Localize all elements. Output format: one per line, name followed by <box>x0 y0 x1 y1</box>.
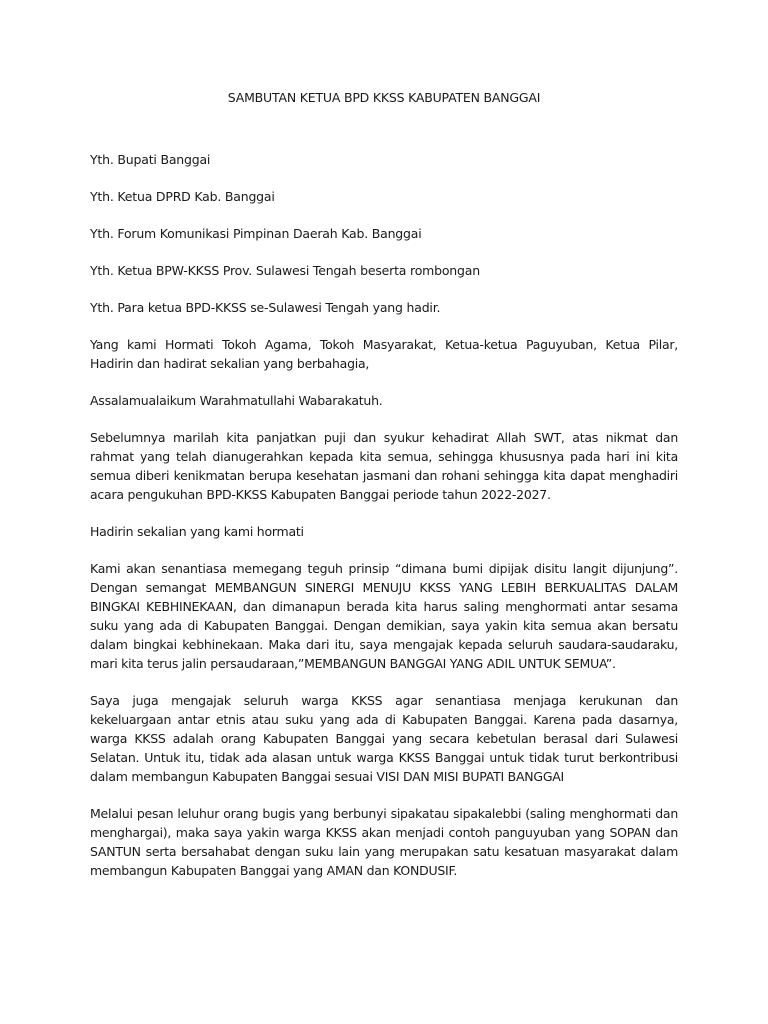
text-line: dalam bingkai kebhinekaan. Maka dari itu, saya mengajak kepada seluruh saudara-saudaraku, <box>90 637 678 652</box>
text-line: acara pengukuhan BPD-KKSS Kabupaten Banggai periode tahun 2022-2027. <box>90 487 551 502</box>
text-line: warga KKSS adalah orang Kabupaten Banggai yang secara kebetulan berasal dari Sulawesi <box>90 731 678 746</box>
principle-paragraph <box>90 559 678 673</box>
document-page <box>90 88 678 898</box>
text-line: Hadirin dan hadirat sekalian yang berbahagia, <box>90 356 370 371</box>
addressee-bupati: Yth. Bupati Banggai <box>90 152 211 167</box>
addressee-bpw-kkss: Yth. Ketua BPW-KKSS Prov. Sulawesi Tengah beserta rombongan <box>90 263 480 278</box>
text-line: dalam membangun Kabupaten Banggai sesuai VISI DAN MISI BUPATI BANGGAI <box>90 769 564 784</box>
ancestral-message-paragraph <box>90 804 678 880</box>
text-line: menghargai), maka saya yakin warga KKSS akan menjadi contoh panguyuban yang SOPAN dan <box>90 825 678 840</box>
text-line: kekeluargaan antar etnis atau suku yang ada di Kabupaten Banggai. Karena pada dasarnya, <box>90 712 678 727</box>
text-line: mari kita terus jalin persaudaraan,”MEMBANGUN BANGGAI YANG ADIL UNTUK SEMUA”. <box>90 656 616 671</box>
text-line: membangun Kabupaten Banggai yang AMAN dan KONDUSIF. <box>90 863 458 878</box>
addressee-dprd: Yth. Ketua DPRD Kab. Banggai <box>90 189 275 204</box>
text-line: BINGKAI KEBHINEKAAN, dan dimanapun berada kita harus saling menghormati antar sesama <box>90 599 678 614</box>
text-line: SANTUN serta bersahabat dengan suku lain yang merupakan satu kesatuan masyarakat dalam <box>90 844 678 859</box>
honored-guests-paragraph <box>90 335 678 373</box>
text-line: semua diberi kenikmatan berupa kesehatan jasmani dan rohani sehingga kita dapat menghadiri <box>90 468 678 483</box>
addressee-bpd-kkss: Yth. Para ketua BPD-KKSS se-Sulawesi Tengah yang hadir. <box>90 300 441 315</box>
text-line: Kami akan senantiasa memegang teguh prinsip “dimana bumi dipijak disitu langit dijunjung”. <box>90 561 678 576</box>
harmony-paragraph <box>90 691 678 786</box>
text-line: rahmat yang telah dianugerahkan kepada kita semua, sehingga khususnya pada hari ini kita <box>90 449 678 464</box>
text-line: Dengan semangat MEMBANGUN SINERGI MENUJU KKSS YANG LEBIH BERKUALITAS DALAM <box>90 580 678 595</box>
text-line: Selatan. Untuk itu, tidak ada alasan untuk warga KKSS Banggai untuk tidak turut berkontribusi <box>90 750 678 765</box>
opening-paragraph <box>90 428 678 504</box>
text-line: suku yang ada di Kabupaten Banggai. Dengan demikian, saya yakin kita semua akan bersatu <box>90 618 678 633</box>
text-line: Sebelumnya marilah kita panjatkan puji dan syukur kehadirat Allah SWT, atas nikmat dan <box>90 430 678 445</box>
document-title: SAMBUTAN KETUA BPD KKSS KABUPATEN BANGGAI <box>227 90 541 105</box>
greeting-paragraph: Assalamualaikum Warahmatullahi Wabarakatuh. <box>90 393 383 408</box>
audience-paragraph: Hadirin sekalian yang kami hormati <box>90 524 304 539</box>
text-line: Yang kami Hormati Tokoh Agama, Tokoh Masyarakat, Ketua-ketua Paguyuban, Ketua Pilar, <box>90 337 678 352</box>
text-line: Saya juga mengajak seluruh warga KKSS agar senantiasa menjaga kerukunan dan <box>90 693 678 708</box>
addressee-forkopimda: Yth. Forum Komunikasi Pimpinan Daerah Kab. Banggai <box>90 226 422 241</box>
text-line: Melalui pesan leluhur orang bugis yang berbunyi sipakatau sipakalebbi (saling menghormati dan <box>90 806 678 821</box>
